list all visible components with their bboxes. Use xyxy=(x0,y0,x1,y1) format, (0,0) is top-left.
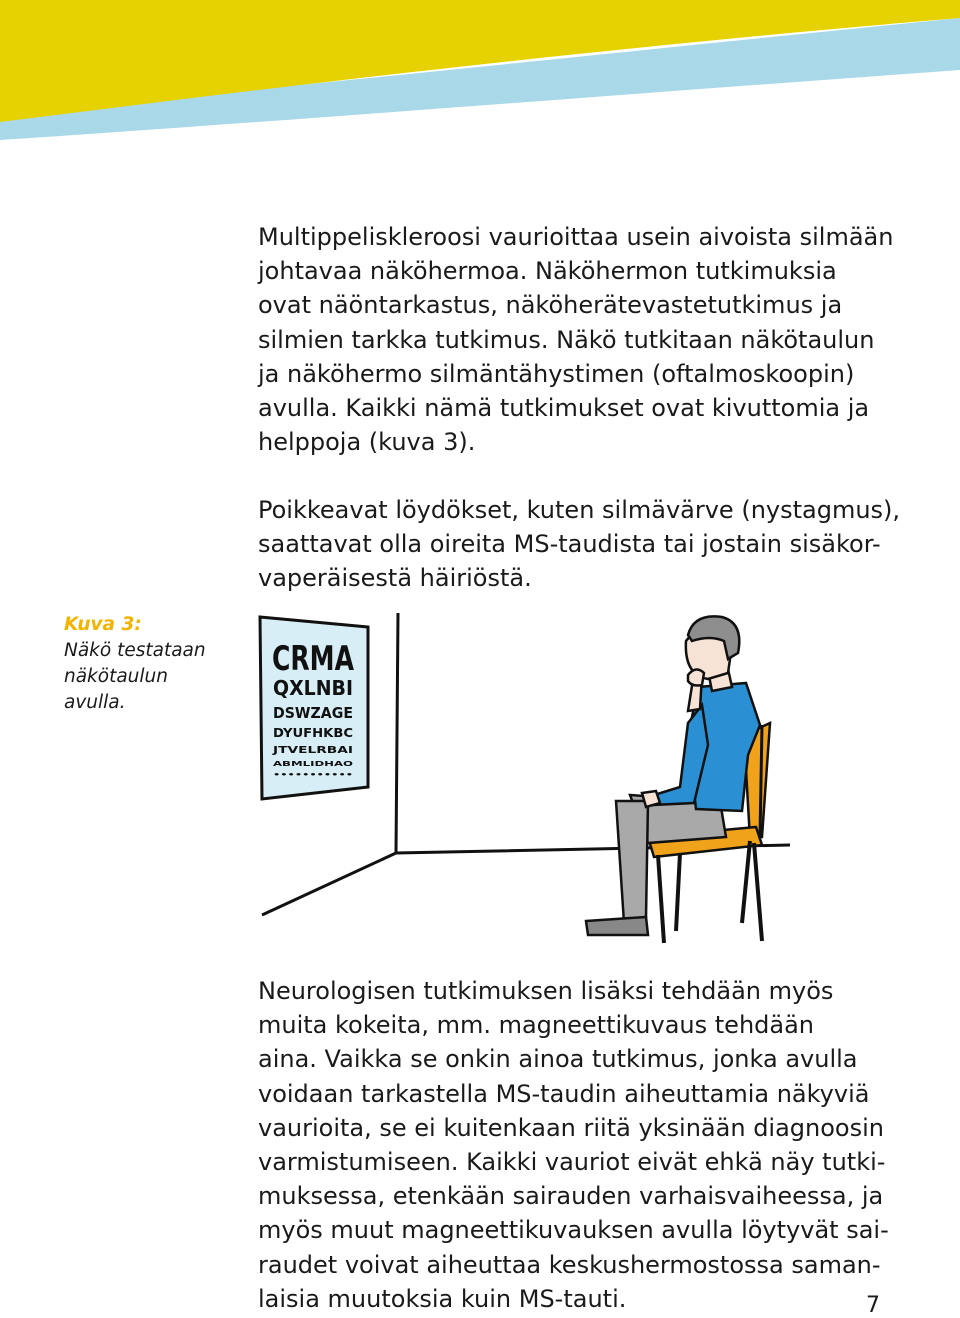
man-hand-chin xyxy=(688,669,704,685)
caption-title: Kuva 3: xyxy=(64,614,142,635)
eye-chart-row: CRMA xyxy=(272,639,355,679)
eye-exam-illustration xyxy=(250,605,790,950)
page-number: 7 xyxy=(866,1293,880,1318)
eye-chart-row: QXLNBI xyxy=(273,676,353,700)
man-hand-knee xyxy=(642,791,660,807)
caption-line: Näkö testataan xyxy=(64,640,206,661)
chair-leg xyxy=(754,843,762,941)
eye-chart-row: ••••••••••• xyxy=(273,771,353,779)
man-shin xyxy=(616,801,648,923)
eye-chart-row: DSWZAGE xyxy=(273,704,353,722)
text-line: voidaan tarkastella MS-taudin aiheuttamia näkyviä xyxy=(258,1079,870,1108)
wall-corner-line xyxy=(396,613,398,853)
text-line: vaperäisestä häiriöstä. xyxy=(258,564,532,593)
caption-line: näkötaulun xyxy=(64,666,168,687)
text-line: myös muut magneettikuvauksen avulla löytyvät sai- xyxy=(258,1216,889,1245)
chair-leg xyxy=(742,841,750,923)
chair-leg xyxy=(676,853,680,931)
text-line: laisia muutoksia kuin MS-tauti. xyxy=(258,1284,627,1313)
caption-line: avulla. xyxy=(64,692,126,713)
text-line: muita kokeita, mm. magneettikuvaus tehdään xyxy=(258,1011,815,1040)
text-line: raudet voivat aiheuttaa keskushermostossa saman- xyxy=(258,1250,881,1279)
eye-chart-row: ABMLIDHAO xyxy=(273,760,354,768)
text-line: Multippeliskleroosi vaurioittaa usein aivoista silmään xyxy=(258,223,894,251)
chair-leg xyxy=(658,855,664,943)
text-line: Neurologisen tutkimuksen lisäksi tehdään myös xyxy=(258,977,834,1005)
text-line: silmien tarkka tutkimus. Näkö tutkitaan näkötaulun xyxy=(258,325,875,354)
text-line: Poikkeavat löydökset, kuten silmävärve (nystagmus), xyxy=(258,496,901,524)
seated-man xyxy=(586,616,760,935)
text-line: aina. Vaikka se onkin ainoa tutkimus, jonka avulla xyxy=(258,1045,858,1074)
text-line: ovat näöntarkastus, näköherätevastetutkimus ja xyxy=(258,291,843,320)
man-shoe xyxy=(586,917,648,935)
eye-chart xyxy=(260,617,368,799)
text-line: muksessa, etenkään sairauden varhaisvaiheessa, ja xyxy=(258,1182,884,1211)
paragraph-abnormal-findings xyxy=(258,493,901,596)
chair-frame xyxy=(760,725,762,837)
figure-caption xyxy=(64,612,244,716)
eye-chart-row: DYUFHKBC xyxy=(273,726,354,740)
eye-chart-row: JTVELRBAI xyxy=(271,745,353,756)
text-line: saattavat olla oireita MS-taudista tai jostain sisäkor- xyxy=(258,530,881,559)
floor-line xyxy=(262,845,790,915)
paragraph-optic-nerve xyxy=(258,220,898,459)
text-line: helppoja (kuva 3). xyxy=(258,428,476,457)
text-line: varmistumiseen. Kaikki vauriot eivät ehkä näy tutki- xyxy=(258,1148,886,1177)
text-line: johtavaa näköhermoa. Näköhermon tutkimuksia xyxy=(258,257,837,286)
header-banner xyxy=(0,0,960,140)
text-line: avulla. Kaikki nämä tutkimukset ovat kivuttomia ja xyxy=(258,394,870,423)
paragraph-mri xyxy=(258,974,898,1316)
text-line: vaurioita, se ei kuitenkaan riitä yksinään diagnoosin xyxy=(258,1113,884,1142)
text-line: ja näköhermo silmäntähystimen (oftalmoskoopin) xyxy=(258,359,855,388)
caption-text xyxy=(64,638,244,716)
